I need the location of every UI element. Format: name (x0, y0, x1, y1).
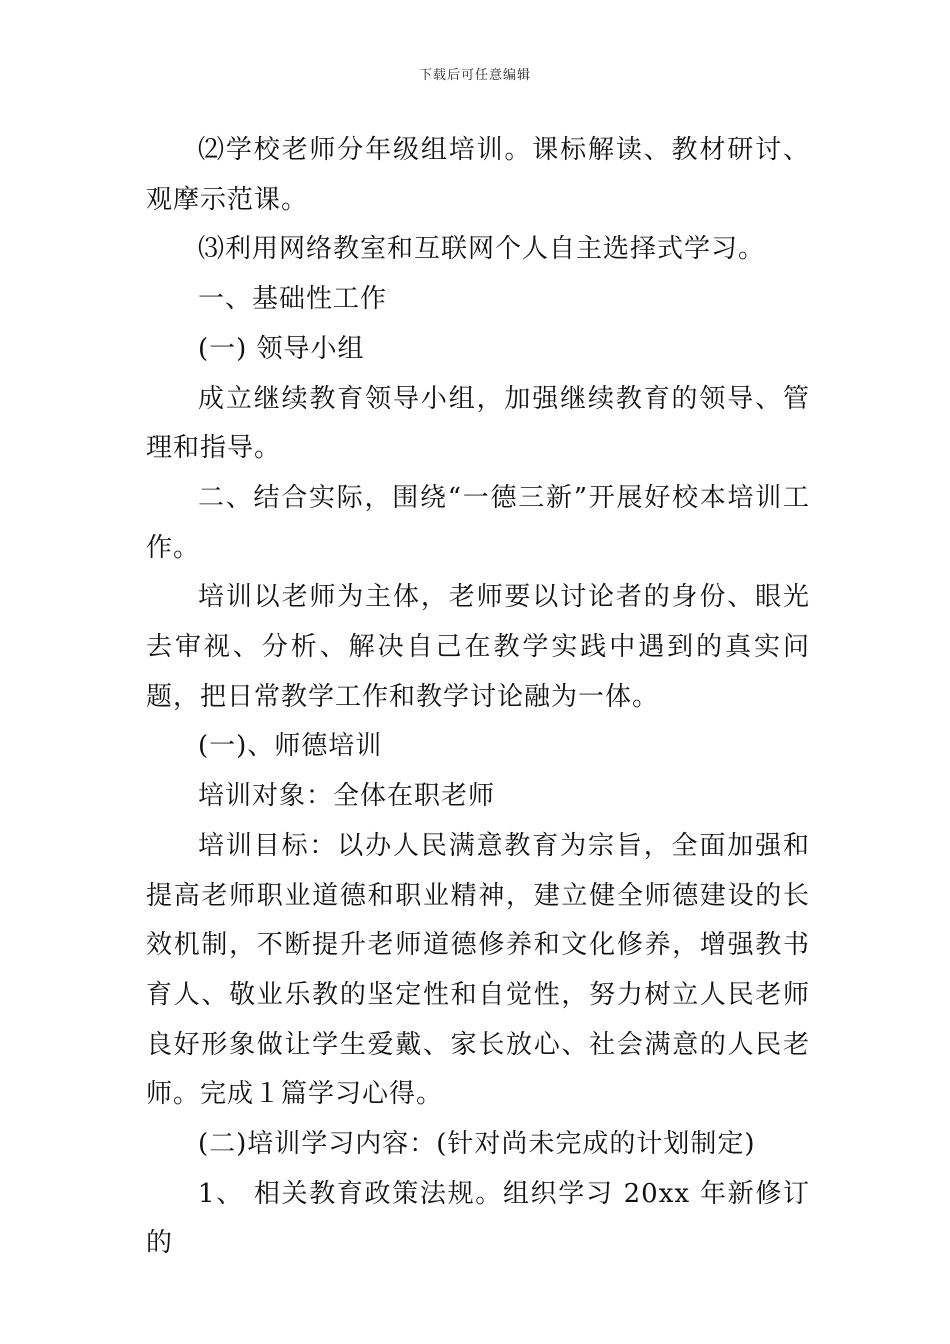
section-heading: 一、基础性工作 (198, 284, 388, 315)
document-body (146, 126, 810, 1269)
subsection-heading: (二)培训学习内容：(针对尚未完成的计划制定) (198, 1129, 756, 1160)
paragraph: 成立继续教育领导小组，加强继续教育的领导、管理和指导。 (146, 383, 810, 464)
paragraph: 培训目标：以办人民满意教育为宗旨，全面加强和提高老师职业道德和职业精神，建立健全师德建设的长效机制，不断提升老师道德修养和文化修养，增强教书育人、敬业乐教的坚定性和自觉性，努力树立人民老师良好形象做让学生爱戴、家长放心、社会满意的人民老师。完成１篇学习心得。 (146, 830, 810, 1110)
paragraph: ⑵学校老师分年级组培训。课标解读、教材研讨、观摩示范课。 (146, 135, 810, 215)
paragraph: 1、 相关教育政策法规。组织学习 20xx 年新修订的 (146, 1178, 810, 1259)
subsection-heading: (一)、师德培训 (198, 731, 383, 762)
subsection-heading: (一) 领导小组 (198, 333, 365, 364)
section-heading: 二、结合实际，围绕“一德三新”开展好校本培训工作。 (146, 482, 810, 563)
page-header: 下载后可任意编辑 (418, 68, 531, 83)
paragraph: ⑶利用网络教室和互联网个人自主选择式学习。 (198, 234, 766, 265)
paragraph: 培训以老师为主体，老师要以讨论者的身份、眼光去审视、分析、解决自己在教学实践中遇到的真实问题，把日常教学工作和教学讨论融为一体。 (146, 582, 810, 712)
paragraph: 培训对象：全体在职老师 (198, 781, 496, 812)
